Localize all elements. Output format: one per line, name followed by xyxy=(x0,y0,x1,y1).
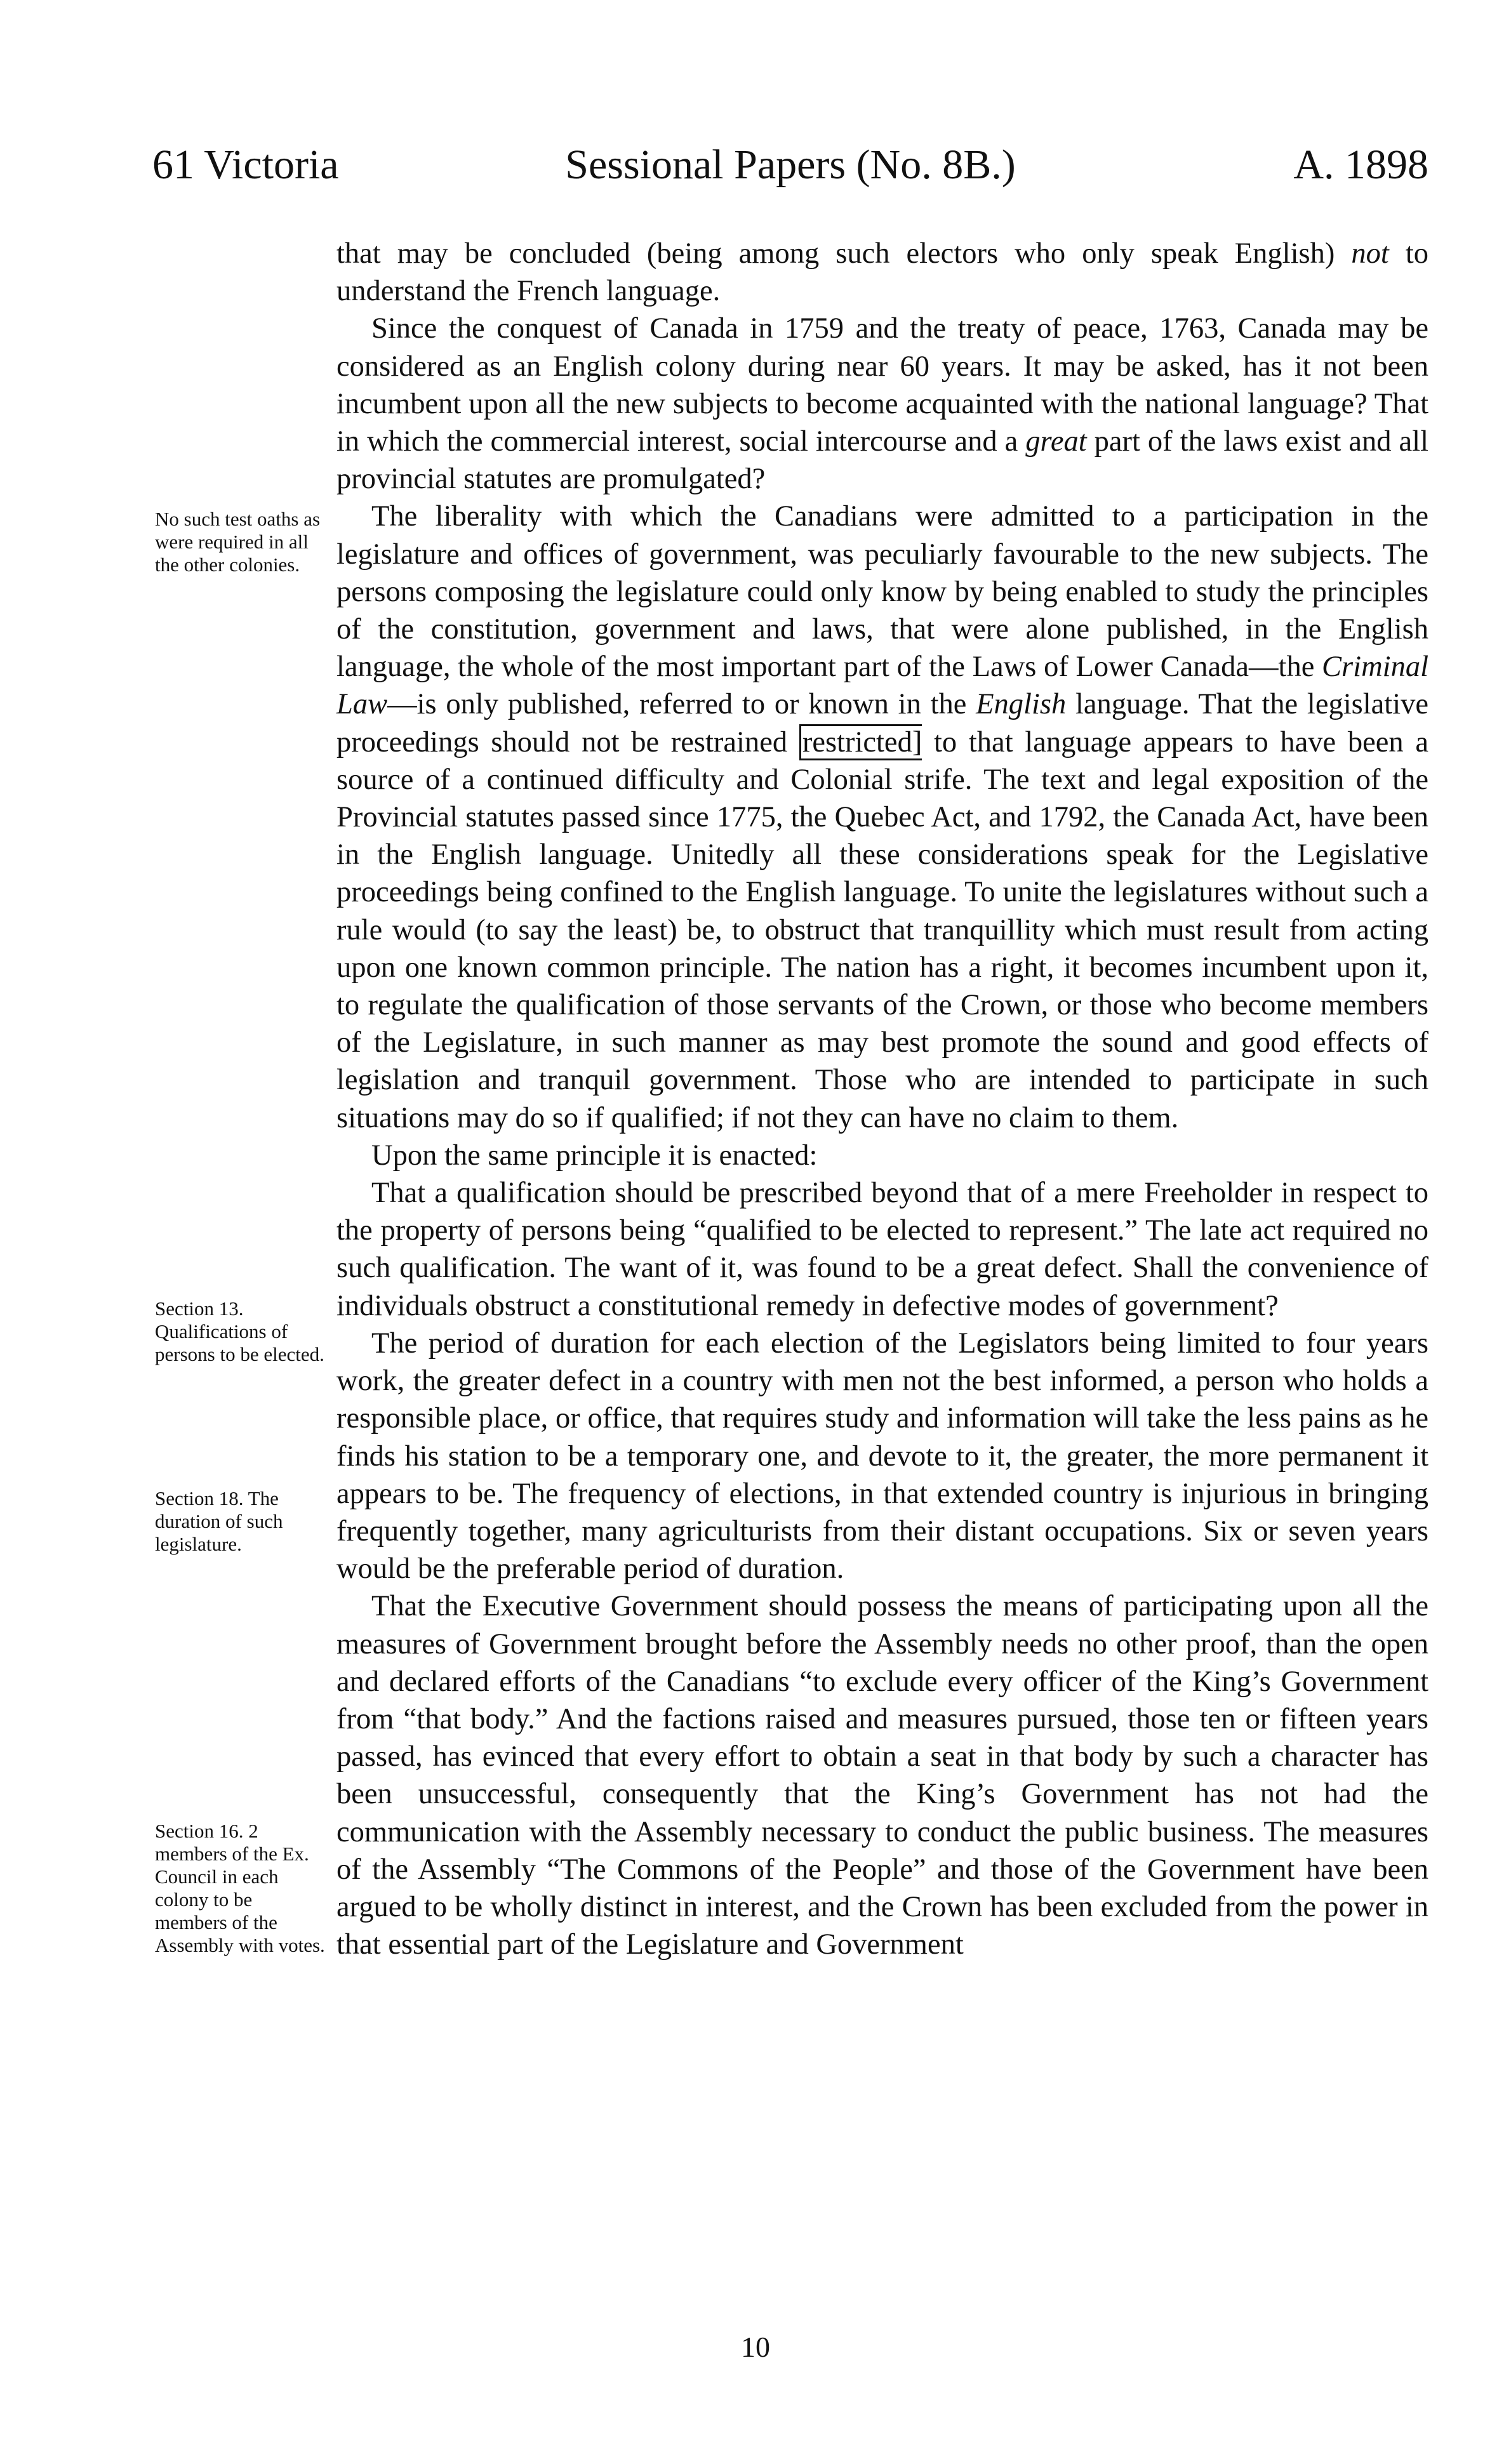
paragraph: Upon the same principle it is enacted: xyxy=(371,1139,818,1172)
paragraph: That a qualification should be prescribed beyond that of a mere Freeholder in respect to the property of persons being “qualified to be elected to represent.” The late act required no such qualification. The want of it, was found to be a great defect. Shall the convenience of individuals obstruct a constitutional remedy in defective modes of government? xyxy=(336,1177,1428,1322)
bracketed-insertion: restricted] xyxy=(799,724,922,760)
margin-note: Section 16. 2 members of the Ex. Council in each colony to be members of the Assembly with votes. xyxy=(155,1820,325,1956)
emphasis-text: English xyxy=(976,688,1067,721)
header-year: A. 1898 xyxy=(1293,142,1428,188)
margin-note: Section 18. The duration of such legislature. xyxy=(155,1487,283,1555)
emphasis-text: Criminal Law xyxy=(336,651,1428,721)
paragraph: That the Executive Government should possess the means of participating upon all the measures of Government brought before the Assembly needs no other proof, than the open and declared efforts of the Canadians “to exclude every officer of the King’s Government from “that body.” And the factions raised and measures pursued, those ten or fifteen years passed, has evinced that every effort to obtain a seat in that body by such a character has been unsuccessful, consequently that the King’s Government has not had the communication with the Assembly necessary to conduct the public business. The measures of the Assembly “The Commons of the People” and those of the Government have been argued to be wholly distinct in interest, and the Crown has been excluded from the power in that essential part of the Legislature and Government xyxy=(336,1590,1428,1961)
margin-note: Section 13. Qualifications of persons to be elected. xyxy=(155,1297,324,1365)
header-session: 61 Victoria xyxy=(152,142,339,188)
margin-note: No such test oaths as were required in all the other colonies. xyxy=(155,508,321,576)
body-text xyxy=(336,235,1428,1963)
running-header xyxy=(152,130,1428,200)
emphasis-text: not xyxy=(1351,237,1389,270)
paragraph: that may be concluded (being among such electors who only speak English) not to understand the French language. xyxy=(336,237,1428,308)
emphasis-text: great xyxy=(1025,425,1087,458)
paragraph: The period of duration for each election of the Legislators being limited to four years work, the greater defect in a country with men not the best informed, a person who holds a responsible place, or office, that requires study and information will take the less pains as he finds his station to be a temporary one, and devote to it, the greater, the more permanent it appears to be. The frequency of elections, in that extended country is injurious in bringing frequently together, many agriculturists from their distant occupations. Six or seven years would be the preferable period of duration. xyxy=(336,1327,1428,1586)
page-number: 10 xyxy=(741,2331,770,2363)
paragraph: Since the conquest of Canada in 1759 and the treaty of peace, 1763, Canada may be considered as an English colony during near 60 years. It may be asked, has it not been incumbent upon all the new subjects to become acquainted with the national language? That in which the commercial interest, social intercourse and a great part of the laws exist and all provincial statutes are promulgated? xyxy=(336,312,1429,496)
paragraph: The liberality with which the Canadians were admitted to a participation in the legislature and offices of government, was peculiarly favourable to the new subjects. The persons composing the legislature could only know by being enabled to study the principles of the constitution, government and laws, that were alone published, in the English language, the whole of the most important part of the Laws of Lower Canada—the Criminal Law—is only published, referred to or known in the English language. That the legislative proceedings should not be restrained restricted] to that language appears to have been a source of a continued difficulty and Colonial strife. The text and legal exposition of the Provincial statutes passed since 1775, the Quebec Act, and 1792, the Canada Act, have been in the English language. Unitedly all these considerations speak for the Legislative proceedings being confined to the English language. To unite the legislatures without such a rule would (to say the least) be, to obstruct that tranquillity which must result from acting upon one known common principle. The nation has a right, it becomes incumbent upon it, to regulate the qualification of those servants of the Crown, or those who become members of the Legislature, in such manner as may best promote the sound and good effects of legislation and tranquil government. Those who are intended to participate in such situations may do so if qualified; if not they can have no claim to them. xyxy=(336,500,1429,1134)
header-title: Sessional Papers (No. 8B.) xyxy=(565,142,1016,188)
